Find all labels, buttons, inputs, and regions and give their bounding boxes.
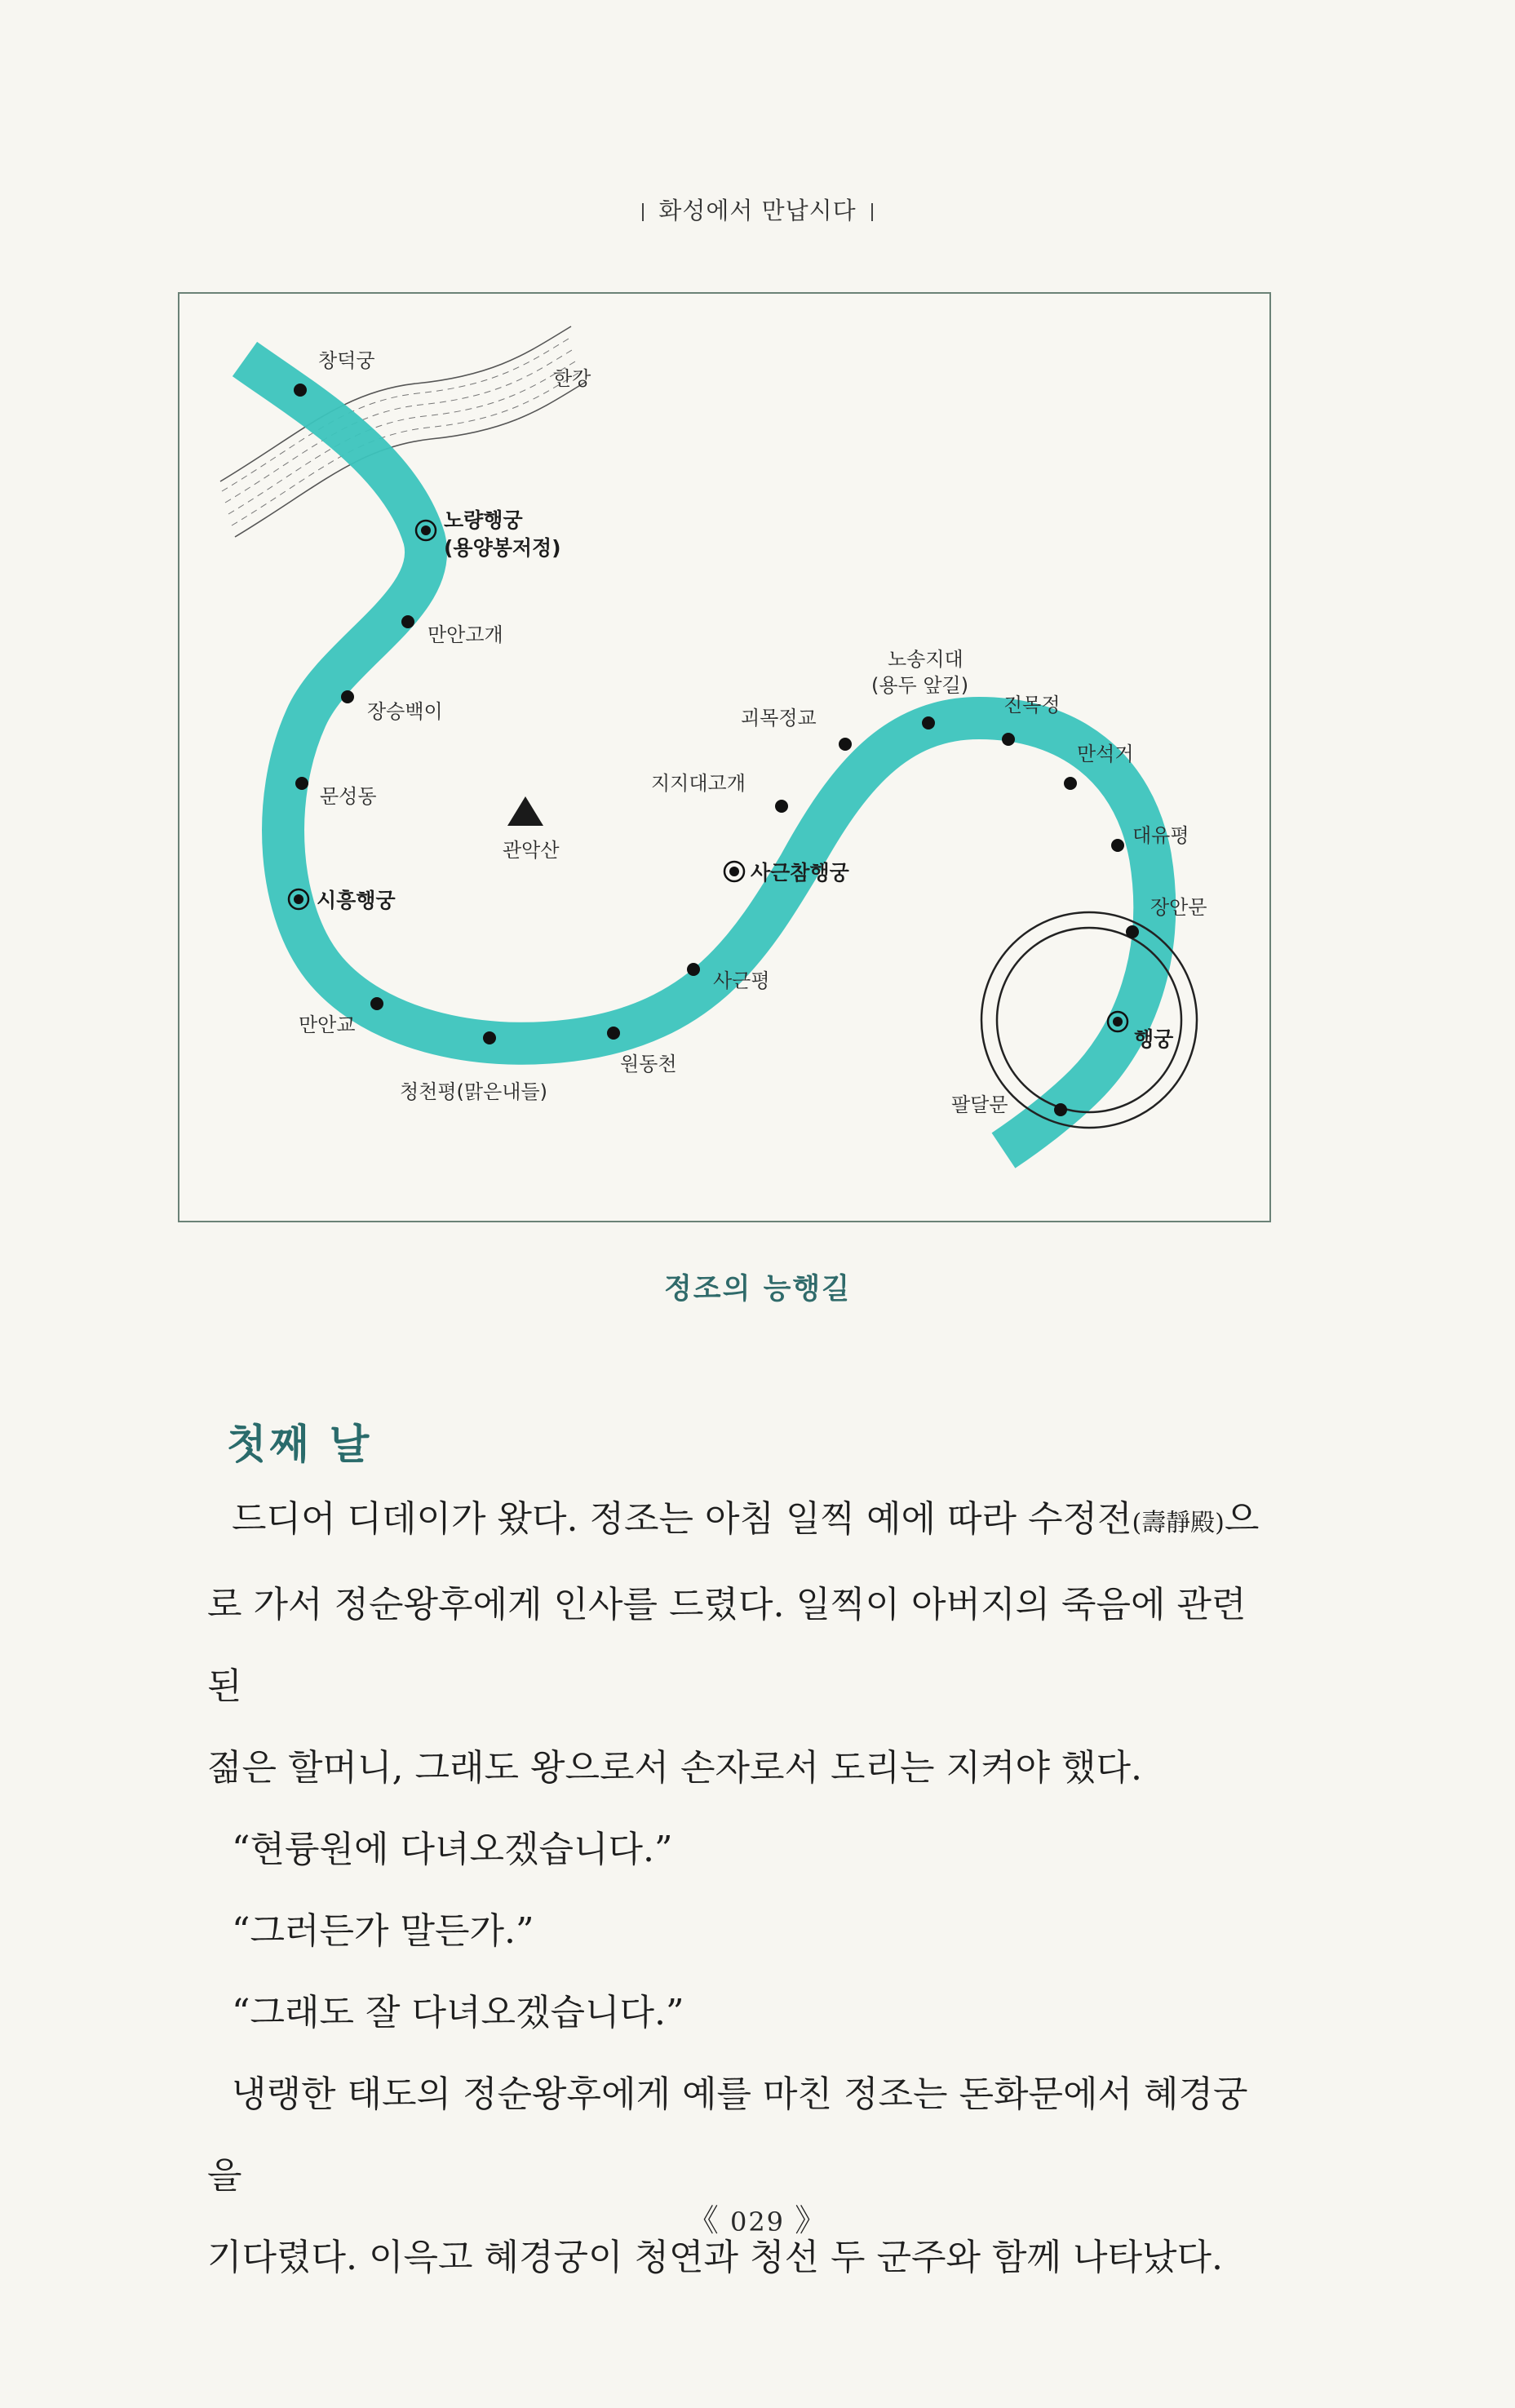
label-nosong-1: 노송지대 <box>888 648 963 671</box>
body-text <box>207 1479 1276 2299</box>
label-manseok: 만석거 <box>1077 743 1134 765</box>
running-head-bar-right <box>871 203 873 221</box>
label-sageuncham: 사근참행궁 <box>751 861 849 885</box>
running-head-bar-left <box>642 203 644 221</box>
marker-paldal <box>1054 1103 1067 1116</box>
paragraph-1-text-b: 으 <box>1224 1498 1260 1540</box>
folio-bracket-left: 《 <box>687 2202 720 2238</box>
marker-cheongcheon <box>483 1031 496 1044</box>
label-jangan: 장안문 <box>1150 896 1207 919</box>
marker-sageunpyeong <box>687 963 700 976</box>
marker-manangogae <box>401 615 414 628</box>
label-munseongdong: 문성동 <box>320 785 377 808</box>
marker-daeyu <box>1111 839 1124 852</box>
label-mananggyo: 만안교 <box>299 1013 356 1036</box>
section-heading: 첫째 날 <box>227 1421 373 1468</box>
label-changdeokgung: 창덕궁 <box>318 349 375 372</box>
running-head <box>0 193 1515 226</box>
label-paldal: 팔달문 <box>951 1093 1008 1116</box>
figure-caption: 정조의 능행길 <box>663 1273 852 1306</box>
paragraph-1-text-a: 드디어 디데이가 왔다. 정조는 아침 일찍 예에 따라 수정전 <box>232 1498 1132 1540</box>
marker-mananggyo <box>370 997 383 1010</box>
label-jinmok: 진목정 <box>1003 694 1061 716</box>
paragraph-1-line-3: 젊은 할머니, 그래도 왕으로서 손자로서 도리는 지켜야 했다. <box>207 1747 1142 1789</box>
label-haenggung: 행궁 <box>1134 1027 1174 1051</box>
marker-nosong <box>922 716 935 729</box>
label-nosong-2: (용두 앞길) <box>871 674 969 697</box>
label-wondongcheon: 원동천 <box>620 1053 677 1075</box>
label-manangogae: 만안고개 <box>427 623 503 646</box>
label-hangang: 한강 <box>553 367 591 390</box>
route-map-figure <box>178 292 1271 1222</box>
running-head-text: 화성에서 만납시다 <box>658 197 857 224</box>
marker-jangan <box>1126 925 1139 938</box>
marker-haenggung <box>1113 1017 1123 1027</box>
route-map <box>179 294 1269 1221</box>
marker-changdeokgung <box>294 384 307 397</box>
page-number <box>0 2195 1515 2240</box>
paragraph-1-hanja: (壽靜殿) <box>1132 1509 1225 1537</box>
marker-jinmok <box>1002 733 1015 746</box>
label-sageunpyeong: 사근평 <box>713 969 770 992</box>
marker-wondongcheon <box>607 1027 620 1040</box>
folio-bracket-right: 》 <box>795 2202 828 2238</box>
folio-number: 029 <box>729 2206 786 2237</box>
label-noryang-1: 노량행궁 <box>444 508 523 532</box>
label-noryang-2: (용양봉저정) <box>444 536 561 560</box>
label-cheongcheon: 청천평(맑은내들) <box>400 1080 548 1103</box>
marker-noryang <box>421 526 431 535</box>
marker-munseongdong <box>295 777 308 790</box>
quote-3: “그래도 잘 다녀오겠습니다.” <box>232 1992 684 2033</box>
paragraph-2-line-2: 기다렸다. 이윽고 혜경궁이 청연과 청선 두 군주와 함께 나타났다. <box>207 2237 1223 2278</box>
marker-siheung <box>294 894 303 904</box>
marker-jijidae <box>775 800 788 813</box>
paragraph-2-line-1: 냉랭한 태도의 정순왕후에게 예를 마친 정조는 돈화문에서 혜경궁을 <box>207 2073 1248 2197</box>
label-jijidae: 지지대고개 <box>651 772 746 795</box>
label-gwanak: 관악산 <box>503 839 560 862</box>
marker-jangseungbaegi <box>341 690 354 703</box>
label-siheung: 시흥행궁 <box>317 889 396 912</box>
gwanaksan-mountain-icon <box>507 796 543 826</box>
quote-2: “그러든가 말든가.” <box>232 1910 534 1952</box>
label-daeyu: 대유평 <box>1132 824 1189 847</box>
label-goemok: 괴목정교 <box>741 707 817 729</box>
marker-goemok <box>839 738 852 751</box>
quote-1: “현륭원에 다녀오겠습니다.” <box>232 1829 673 1870</box>
label-jangseungbaegi: 장승백이 <box>367 700 443 723</box>
paragraph-1-line-1 <box>207 1479 1276 1564</box>
marker-sageuncham <box>729 867 739 876</box>
royal-route-path <box>245 359 1154 1151</box>
marker-manseok <box>1064 777 1077 790</box>
paragraph-1-line-2: 로 가서 정순왕후에게 인사를 드렸다. 일찍이 아버지의 죽음에 관련된 <box>207 1584 1247 1707</box>
